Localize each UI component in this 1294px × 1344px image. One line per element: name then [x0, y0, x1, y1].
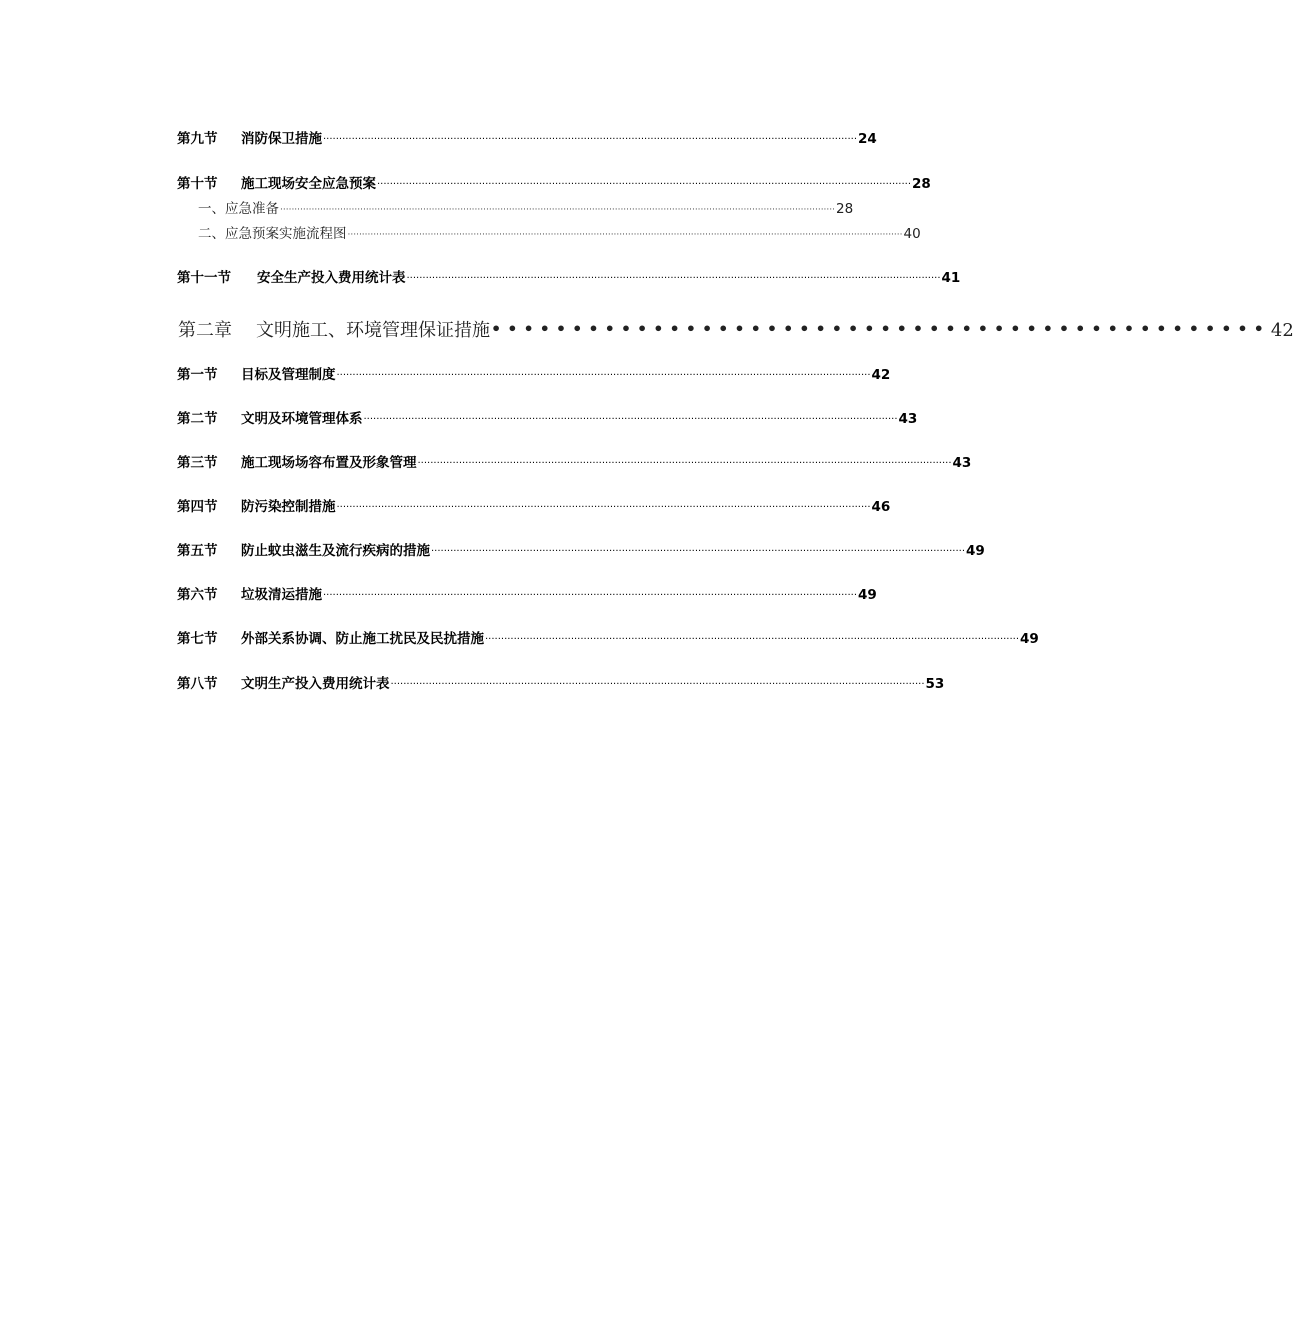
toc-entry-ch2-section-3[interactable] — [177, 451, 972, 471]
subentry-title: 一、应急准备 — [198, 201, 279, 217]
page-number: 49 — [858, 587, 877, 603]
section-number: 第四节 — [177, 499, 218, 515]
toc-entry-ch2-section-5[interactable] — [177, 539, 985, 559]
page-number: 49 — [966, 543, 985, 559]
section-title: 防止蚊虫滋生及流行疾病的措施 — [241, 543, 430, 559]
toc-subentry-emergency-prep[interactable] — [198, 197, 854, 217]
section-title: 文明生产投入费用统计表 — [241, 676, 390, 692]
section-title: 施工现场场容布置及形象管理 — [241, 455, 417, 471]
section-title: 垃圾清运措施 — [241, 587, 322, 603]
dot-leader: ········································································································································································ — [417, 458, 952, 469]
dot-leader: ········································································································································································ — [336, 370, 871, 381]
toc-entry-ch2-section-6[interactable] — [177, 583, 877, 603]
chapter-number: 第二章 — [178, 320, 232, 341]
page-number: 28 — [912, 176, 931, 192]
section-number: 第七节 — [177, 631, 218, 647]
section-number: 第九节 — [177, 131, 218, 147]
section-number: 第二节 — [177, 411, 218, 427]
section-number: 第五节 — [177, 543, 218, 559]
toc-entry-ch2-section-8[interactable] — [177, 672, 945, 692]
section-number: 第一节 — [177, 367, 218, 383]
section-title: 外部关系协调、防止施工扰民及民扰措施 — [241, 631, 484, 647]
section-number: 第三节 — [177, 455, 218, 471]
page-number: 42 — [871, 367, 891, 383]
page-number: 53 — [925, 676, 945, 692]
dot-leader: ········································································································································································ — [363, 414, 898, 425]
page-number: 46 — [871, 499, 891, 515]
page-number: 42 — [1270, 320, 1294, 341]
toc-subentry-emergency-flowchart[interactable] — [198, 222, 921, 242]
page-number: 40 — [903, 226, 921, 242]
toc-entry-ch2-section-2[interactable] — [177, 407, 918, 427]
toc-entry-section-11[interactable] — [177, 266, 961, 286]
section-number: 第八节 — [177, 676, 218, 692]
page-number: 24 — [858, 131, 877, 147]
dot-leader: ·································································································································································································· — [347, 230, 903, 240]
toc-entry-section-9[interactable] — [177, 127, 877, 147]
section-title: 安全生产投入费用统计表 — [257, 270, 406, 286]
subentry-title: 二、应急预案实施流程图 — [198, 226, 347, 242]
page-number: 43 — [952, 455, 972, 471]
dot-leader: ········································································································································································ — [390, 679, 925, 690]
dot-leader: ·································································································································································································· — [280, 205, 836, 215]
dot-leader: ········································································································································································ — [485, 634, 1020, 645]
toc-entry-ch2-section-7[interactable] — [177, 627, 1039, 647]
section-title: 消防保卫措施 — [241, 131, 322, 147]
page-number: 28 — [836, 201, 854, 217]
toc-entry-ch2-section-4[interactable] — [177, 495, 891, 515]
dot-leader: ········································································································································································ — [431, 546, 966, 557]
section-title: 施工现场安全应急预案 — [241, 176, 376, 192]
section-number: 第十一节 — [177, 270, 231, 286]
dot-leader: ········································································································································································ — [323, 134, 858, 145]
section-number: 第六节 — [177, 587, 218, 603]
dot-leader: ········································································································································································ — [323, 590, 858, 601]
section-title: 目标及管理制度 — [241, 367, 336, 383]
section-title: 文明及环境管理体系 — [241, 411, 363, 427]
section-title: 防污染控制措施 — [241, 499, 336, 515]
dot-leader: ········································································································································································ — [406, 273, 941, 284]
toc-entry-chapter-2[interactable] — [178, 316, 1294, 342]
toc-entry-ch2-section-1[interactable] — [177, 363, 891, 383]
dot-leader: ········································································································································································ — [336, 502, 871, 513]
dot-leader: ········································································································································································ — [377, 179, 912, 190]
dot-leader: •••••••••••••••••••••••••••••••••••••••••••••••• — [491, 319, 1270, 338]
page-number: 41 — [941, 270, 961, 286]
page-number: 43 — [898, 411, 918, 427]
toc-entry-section-10[interactable] — [177, 172, 931, 192]
chapter-title: 文明施工、环境管理保证措施 — [256, 320, 490, 341]
page-number: 49 — [1020, 631, 1039, 647]
section-number: 第十节 — [177, 176, 218, 192]
